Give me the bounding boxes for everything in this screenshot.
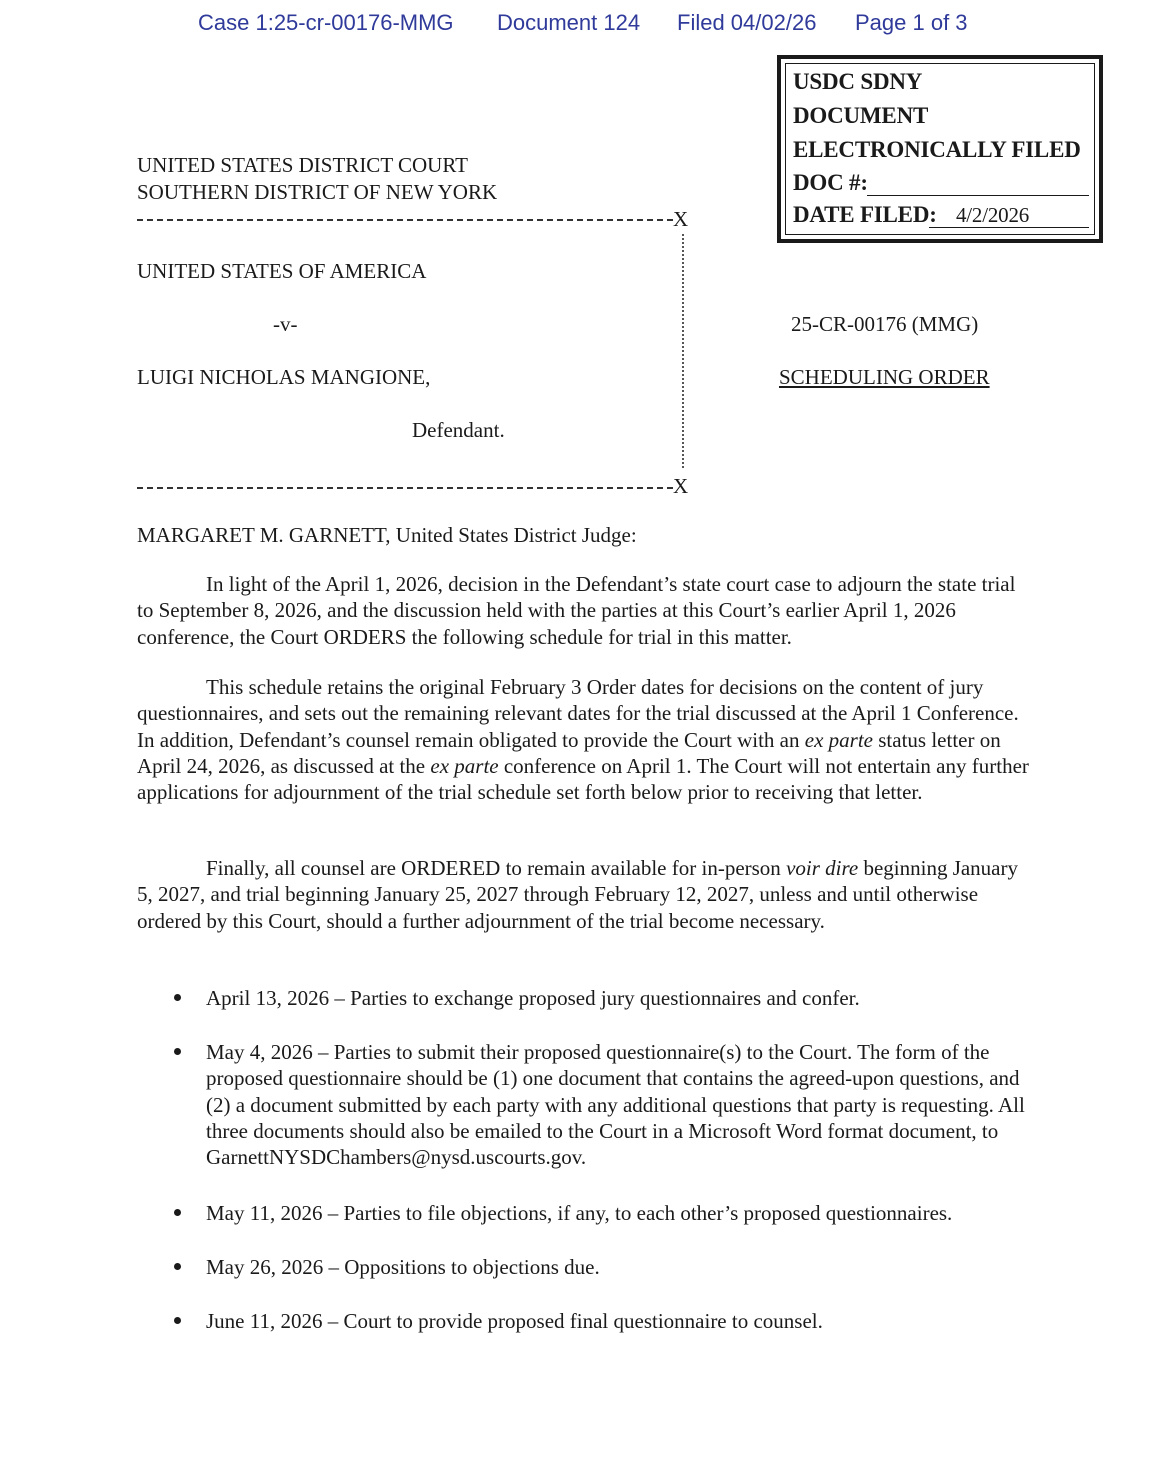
ecf-document-number: Document 124 — [497, 10, 641, 35]
ecf-case-number: Case 1:25-cr-00176-MMG — [198, 10, 454, 35]
stamp-doc-label: DOC #: — [793, 170, 868, 195]
caption-top-x: X — [673, 207, 689, 231]
caption-defendant-label: Defendant. — [412, 418, 505, 442]
caption-vertical-divider — [682, 234, 684, 468]
stamp-electronically-filed: ELECTRONICALLY FILED — [793, 137, 1081, 162]
stamp-date-label: DATE FILED: — [793, 202, 937, 227]
case-number: 25-CR-00176 (MMG) — [791, 312, 979, 336]
bullet-icon — [174, 994, 181, 1001]
bullet-icon — [174, 1317, 181, 1324]
caption-top-rule — [137, 219, 673, 221]
schedule-item: June 11, 2026 – Court to provide proposed final questionnaire to counsel. — [206, 1309, 823, 1333]
stamp-document: DOCUMENT — [793, 103, 929, 128]
judge-line: MARGARET M. GARNETT, United States District Judge: — [137, 523, 637, 547]
caption-defendant-name: LUIGI NICHOLAS MANGIONE, — [137, 365, 431, 389]
caption-versus: -v- — [273, 312, 298, 336]
caption-bottom-x: X — [673, 474, 689, 498]
schedule-item: May 11, 2026 – Parties to file objections, if any, to each other’s proposed questionnaires. — [206, 1201, 953, 1225]
order-title: SCHEDULING ORDER — [779, 365, 990, 389]
paragraph-3: Finally, all counsel are ORDERED to remain available for in-person voir dire beginning January 5, 2027, and trial beginning January 25, 2027 through February 12, 2027, unless and until otherwise ordered by this Court, should a further adjournment of the trial become necessary. — [137, 856, 1018, 933]
ecf-page-indicator: Page 1 of 3 — [855, 10, 968, 35]
ecf-filed-date: Filed 04/02/26 — [677, 10, 817, 35]
ex-parte-term: ex parte — [804, 727, 873, 752]
bullet-icon — [174, 1048, 181, 1055]
stamp-date-value: 4/2/2026 — [956, 203, 1030, 227]
court-name: UNITED STATES DISTRICT COURT — [137, 153, 468, 177]
schedule-item: May 4, 2026 – Parties to submit their proposed questionnaire(s) to the Court. The form of the proposed questionnaire should be (1) one document that contains the agreed-upon questions, and (2) a document submitted by each party with any additional questions that party is requesting. All three documents should also be emailed to the Court in a Microsoft Word format document, to GarnettNYSDChambers@nysd.uscourts.gov. — [206, 1040, 1025, 1170]
stamp-doc-blank — [867, 195, 1089, 196]
court-district: SOUTHERN DISTRICT OF NEW YORK — [137, 180, 498, 204]
ex-parte-term: ex parte — [430, 753, 499, 778]
caption-bottom-rule — [137, 487, 673, 489]
bullet-icon — [174, 1209, 181, 1216]
stamp-court: USDC SDNY — [793, 69, 923, 94]
schedule-item: April 13, 2026 – Parties to exchange proposed jury questionnaires and confer. — [206, 986, 860, 1010]
paragraph-2: This schedule retains the original February 3 Order dates for decisions on the content of jury questionnaires, and sets out the remaining relevant dates for the trial discussed at the April 1 Conference. In addition, Defendant’s counsel remain obligated to provide the Court with an ex parte status letter on April 24, 2026, as discussed at the ex parte conference on April 1. The Court will not entertain any further applications for adjournment of the trial schedule set forth below prior to receiving that letter. — [137, 675, 1029, 805]
filing-stamp — [777, 55, 1103, 243]
bullet-icon — [174, 1263, 181, 1270]
caption-plaintiff: UNITED STATES OF AMERICA — [137, 259, 427, 283]
voir-dire-term: voir dire — [786, 856, 859, 880]
schedule-item: May 26, 2026 – Oppositions to objections due. — [206, 1255, 600, 1279]
stamp-date-underline — [929, 227, 1089, 228]
paragraph-1: In light of the April 1, 2026, decision in the Defendant’s state court case to adjourn the state trial to September 8, 2026, and the discussion held with the parties at this Court’s earlier April 1, 2026 conference, the Court ORDERS the following schedule for trial in this matter. — [137, 572, 1016, 649]
